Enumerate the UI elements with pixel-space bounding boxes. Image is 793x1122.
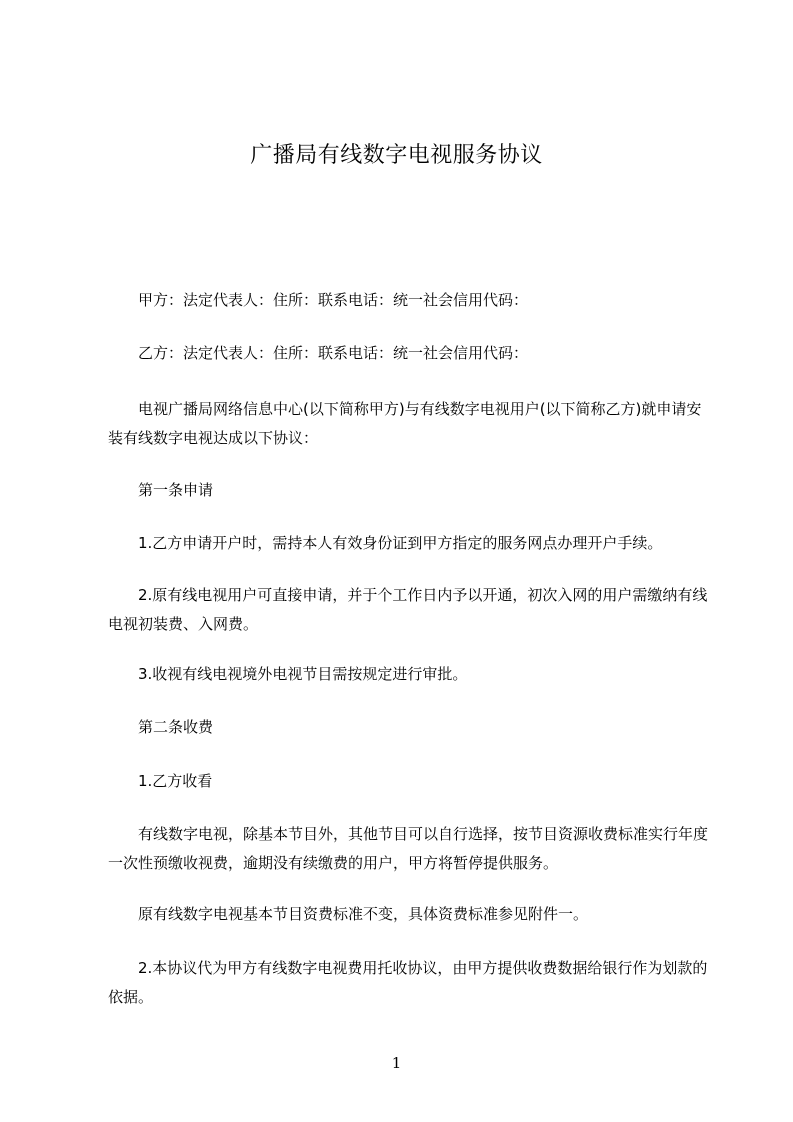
- clause-1-1: 1.乙方申请开户时，需持本人有效身份证到甲方指定的服务网点办理开户手续。: [108, 534, 663, 552]
- page-number: 1: [391, 1054, 402, 1072]
- section-heading-2: 第二条收费: [108, 718, 214, 736]
- section-heading-1: 第一条申请: [108, 481, 214, 499]
- intro-paragraph: 电视广播局网络信息中心(以下简称甲方)与有线数字电视用户(以下简称乙方)就申请安装有线数字电视达成以下协议：: [108, 400, 702, 447]
- clause-2-1-note: 原有线数字电视基本节目资费标准不变，具体资费标准参见附件一。: [108, 905, 589, 923]
- clause-1-2: 2.原有线电视用户可直接申请，并于个工作日内予以开通，初次入网的用户需缴纳有线电视初装费、入网费。: [108, 586, 708, 633]
- party-a-line: 甲方：法定代表人：住所：联系电话：统一社会信用代码：: [108, 291, 529, 309]
- clause-1-3: 3.收视有线电视境外电视节目需按规定进行审批。: [108, 665, 468, 683]
- document-title: 广播局有线数字电视服务协议: [250, 143, 543, 168]
- party-b-line: 乙方：法定代表人：住所：联系电话：统一社会信用代码：: [108, 344, 529, 362]
- clause-2-1: 1.乙方收看: [108, 772, 213, 790]
- clause-2-2: 2.本协议代为甲方有线数字电视费用托收协议，由甲方提供收费数据给银行作为划款的依据。: [108, 959, 708, 1006]
- clause-2-1-detail: 有线数字电视，除基本节目外，其他节目可以自行选择，按节目资源收费标准实行年度一次性预缴收视费，逾期没有续缴费的用户，甲方将暂停提供服务。: [108, 825, 709, 872]
